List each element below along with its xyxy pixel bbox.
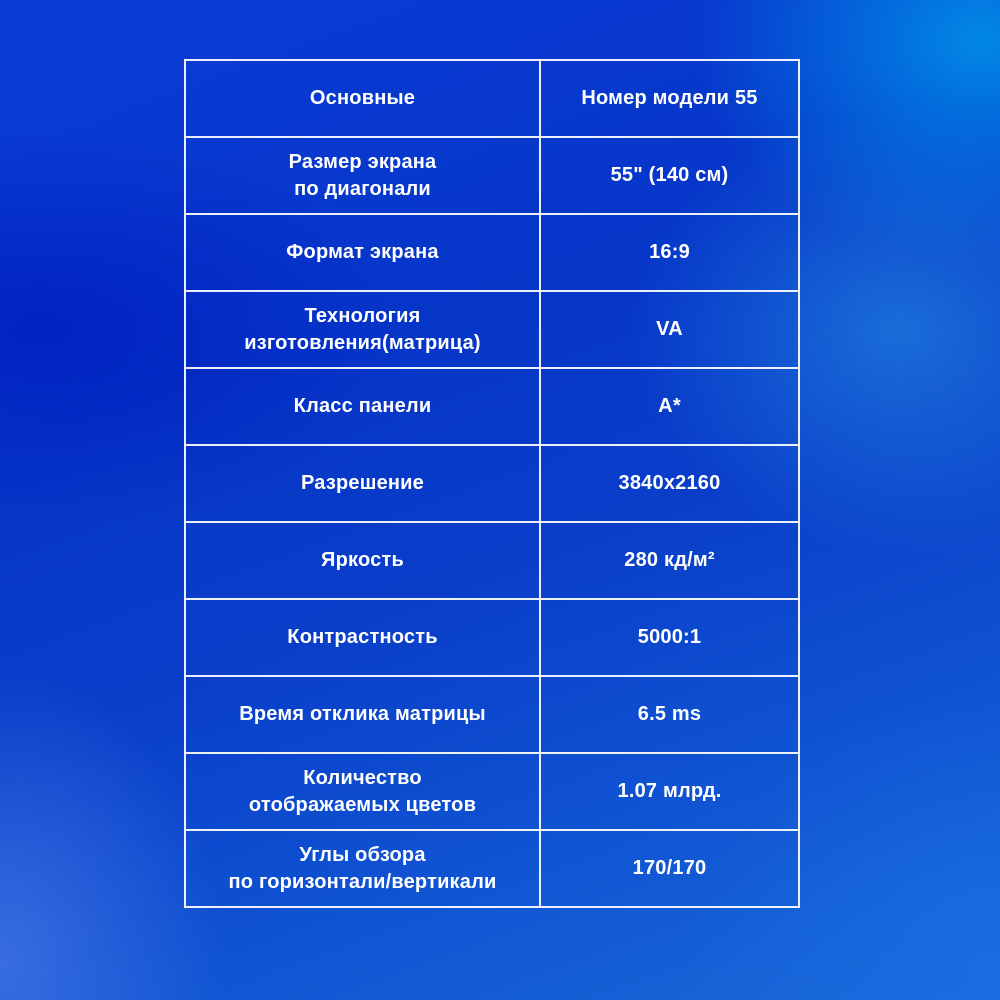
- spec-label: Время отклика матрицы: [239, 703, 486, 725]
- table-row: [185, 445, 799, 522]
- spec-label-cell: [185, 522, 540, 599]
- spec-value-cell: [540, 291, 799, 368]
- spec-value: 16:9: [649, 241, 690, 263]
- spec-value: 1.07 млрд.: [617, 780, 722, 802]
- spec-value: 3840x2160: [618, 472, 721, 494]
- table-row: [185, 599, 799, 676]
- spec-label: Класс панели: [293, 395, 432, 417]
- spec-label-cell: [185, 445, 540, 522]
- spec-label-cell: [185, 599, 540, 676]
- table-row: [185, 830, 799, 907]
- spec-label: Технология изготовления(матрица): [244, 304, 481, 354]
- spec-label-cell: [185, 676, 540, 753]
- spec-value-cell: [540, 137, 799, 214]
- spec-value: 6.5 ms: [637, 703, 702, 725]
- table-row: [185, 522, 799, 599]
- spec-table: [184, 59, 800, 908]
- table-row: [185, 137, 799, 214]
- table-row: [185, 676, 799, 753]
- spec-label: Разрешение: [300, 472, 424, 494]
- spec-value: A*: [658, 395, 681, 417]
- spec-value-cell: [540, 60, 799, 137]
- spec-value-cell: [540, 753, 799, 830]
- spec-value: 170/170: [632, 857, 707, 879]
- spec-label: Углы обзора по горизонтали/вертикали: [228, 843, 497, 893]
- spec-value: VA: [656, 318, 683, 340]
- spec-label-cell: [185, 291, 540, 368]
- spec-label-cell: [185, 60, 540, 137]
- spec-label-cell: [185, 830, 540, 907]
- spec-label: Контрастность: [287, 626, 438, 648]
- spec-value-cell: [540, 522, 799, 599]
- spec-value-cell: [540, 599, 799, 676]
- table-row: [185, 214, 799, 291]
- spec-label: Яркость: [321, 549, 404, 571]
- spec-value-cell: [540, 830, 799, 907]
- spec-value-cell: [540, 368, 799, 445]
- spec-label-cell: [185, 137, 540, 214]
- spec-label-cell: [185, 368, 540, 445]
- spec-label: Количество отображаемых цветов: [248, 766, 477, 816]
- table-row: [185, 753, 799, 830]
- spec-value-cell: [540, 445, 799, 522]
- spec-label-cell: [185, 214, 540, 291]
- spec-value: 5000:1: [637, 626, 702, 648]
- table-row: [185, 368, 799, 445]
- spec-label: Размер экрана по диагонали: [288, 150, 437, 200]
- spec-label: Основные: [309, 87, 416, 109]
- spec-value-cell: [540, 676, 799, 753]
- table-row: [185, 60, 799, 137]
- spec-value: 280 кд/м²: [624, 549, 715, 571]
- spec-value-cell: [540, 214, 799, 291]
- table-row: [185, 291, 799, 368]
- spec-value: Номер модели 55: [581, 87, 758, 109]
- spec-label: Формат экрана: [286, 241, 439, 263]
- spec-label-cell: [185, 753, 540, 830]
- spec-value: 55" (140 см): [610, 164, 729, 186]
